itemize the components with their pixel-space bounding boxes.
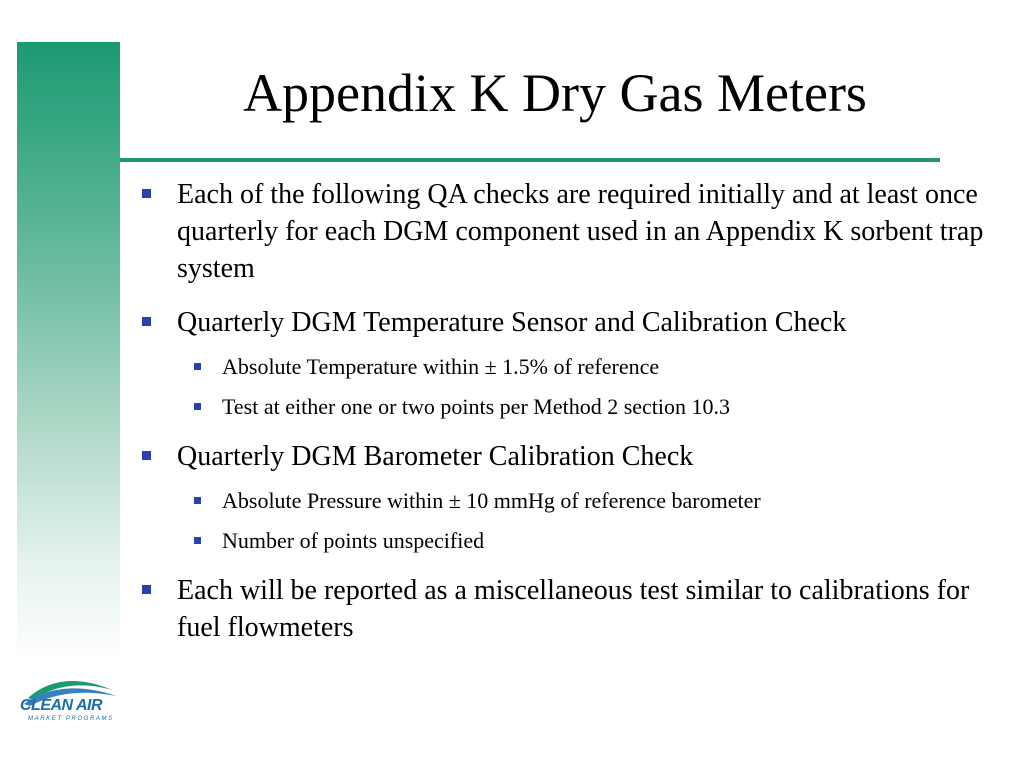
- square-bullet-icon: [194, 363, 201, 370]
- square-bullet-icon: [194, 403, 201, 410]
- square-bullet-icon: [142, 189, 151, 198]
- sub-bullet-text: Absolute Temperature within ± 1.5% of reference: [222, 354, 660, 379]
- bullet-item: [140, 438, 990, 475]
- square-bullet-icon: [142, 317, 151, 326]
- title-underline: [120, 158, 940, 162]
- logo-subtitle: MARKET PROGRAMS: [28, 716, 114, 722]
- bullet-item: [140, 304, 990, 341]
- slide-title: Appendix K Dry Gas Meters: [243, 63, 867, 123]
- square-bullet-icon: [142, 585, 151, 594]
- bullet-text: Quarterly DGM Temperature Sensor and Calibration Check: [177, 307, 847, 338]
- bullet-item: [140, 176, 990, 287]
- bullet-text: Quarterly DGM Barometer Calibration Check: [177, 441, 694, 472]
- bullet-text: Each of the following QA checks are required initially and at least once quarterly for each DGM component used in an Appendix K sorbent trap system: [177, 179, 984, 284]
- sub-bullet-item: [140, 486, 990, 516]
- sub-bullet-text: Test at either one or two points per Method 2 section 10.3: [222, 394, 731, 419]
- square-bullet-icon: [142, 451, 151, 460]
- bullet-item: [140, 572, 990, 646]
- sub-bullet-item: [140, 352, 990, 382]
- logo-wordmark: CLEAN AIR: [20, 697, 103, 714]
- bullet-text: Each will be reported as a miscellaneous test similar to calibrations for fuel flowmeters: [177, 575, 970, 643]
- sub-bullet-item: [140, 526, 990, 556]
- bullet-list: [140, 176, 990, 663]
- square-bullet-icon: [194, 497, 201, 504]
- sub-bullet-text: Absolute Pressure within ± 10 mmHg of reference barometer: [222, 488, 761, 513]
- square-bullet-icon: [194, 537, 201, 544]
- side-accent-bar: [17, 42, 120, 662]
- sub-bullet-item: [140, 392, 990, 422]
- sub-bullet-text: Number of points unspecified: [222, 528, 485, 553]
